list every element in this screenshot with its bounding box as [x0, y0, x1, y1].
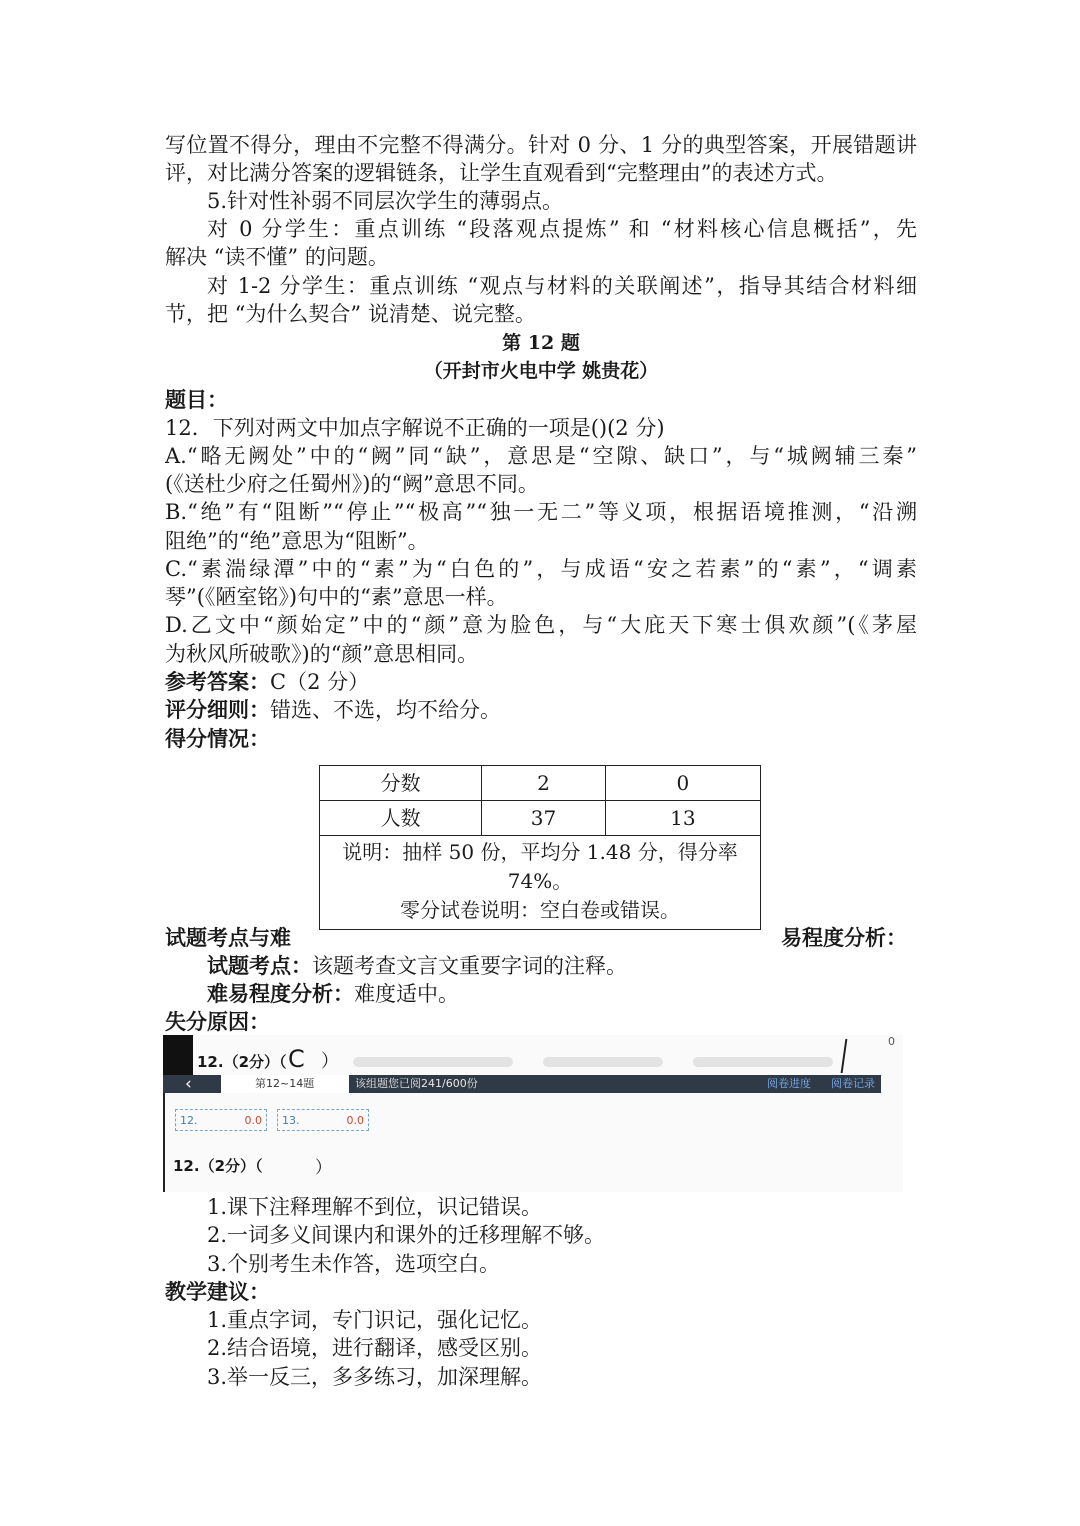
- answer-label: 参考答案：: [165, 669, 270, 694]
- answer-text: C（2 分）: [270, 670, 370, 694]
- question-line: 12．下列对两文中加点字解说不正确的一项是()(2 分): [165, 416, 665, 440]
- intro-line: 写位置不得分，理由不完整不得满分。针对 0 分、1 分的典型答案，开展错题讲: [165, 133, 917, 157]
- screenshot-question-label-2: 12.（2分）（: [173, 1157, 263, 1175]
- difficulty: [207, 980, 917, 1008]
- loss-item: 3.个别考生未作答，选项空白。: [207, 1252, 501, 1276]
- handwritten-answer: C: [288, 1045, 305, 1073]
- reference-answer: [165, 668, 917, 696]
- test-point-label: 试题考点：: [207, 953, 312, 978]
- grading-records-link[interactable]: 阅卷记录: [831, 1077, 875, 1090]
- rules-label: 评分细则：: [165, 697, 270, 722]
- option-b-line: B.“绝”有“阻断”“停止”“极高”“独一无二”等义项，根据语境推测，“沿溯: [165, 500, 917, 524]
- chip-label: 12.: [180, 1114, 198, 1127]
- chip-label: 13.: [282, 1114, 300, 1127]
- option-b-line: 阻绝”的“绝”意思为“阻断”。: [165, 529, 429, 553]
- analysis-label-right: 易程度分析：: [781, 925, 907, 950]
- grading-screenshot: [163, 1035, 903, 1192]
- note-line: 74%。: [507, 869, 573, 893]
- option-a-line: (《送杜少府之任蜀州》)的“阙”意思不同。: [165, 472, 539, 496]
- intro-line: 5.针对性补弱不同层次学生的薄弱点。: [207, 189, 564, 213]
- suggest-item: 1.重点字词，专门识记，强化记忆。: [207, 1308, 543, 1332]
- loss-item: 2.一词多义间课内和课外的迁移理解不够。: [207, 1223, 606, 1247]
- grading-progress-text: 该组题您已阅241/600份: [355, 1077, 478, 1090]
- table-cell: 0: [605, 766, 760, 801]
- table-row: [320, 766, 761, 801]
- rules-text: 错选、不选，均不给分。: [270, 698, 501, 722]
- difficulty-label: 难易程度分析：: [207, 981, 354, 1006]
- loss-label: 失分原因：: [165, 1009, 270, 1034]
- screenshot-paren: ）: [321, 1051, 339, 1072]
- score-chip-12[interactable]: [175, 1109, 267, 1131]
- table-cell: 2: [482, 766, 605, 801]
- difficulty-text: 难度适中。: [354, 982, 459, 1006]
- intro-line: 对 1-2 分学生：重点训练 “观点与材料的关联阐述”，指导其结合材料细: [207, 274, 917, 298]
- section-author: （开封市火电中学 姚贵花）: [423, 360, 659, 382]
- redaction-bar: [163, 1035, 193, 1075]
- frame-edge: [163, 1093, 165, 1192]
- screenshot-paren-2: ）: [315, 1158, 332, 1178]
- intro-line: 解决 “读不懂” 的问题。: [165, 245, 389, 269]
- table-row: [320, 801, 761, 836]
- blurred-text: [543, 1057, 663, 1067]
- option-d-line: 为秋风所破歌》)的“颜”意思相同。: [165, 642, 479, 666]
- score-table: [319, 765, 761, 930]
- table-cell: 分数: [320, 766, 482, 801]
- score-chip-13[interactable]: [277, 1109, 369, 1131]
- blurred-text: [693, 1057, 833, 1067]
- test-point-text: 该题考查文言文重要字词的注释。: [312, 954, 627, 978]
- suggest-label: 教学建议：: [165, 1279, 270, 1304]
- suggest-item: 3.举一反三，多多练习，加深理解。: [207, 1365, 543, 1389]
- suggest-item: 2.结合语境，进行翻译，感受区别。: [207, 1336, 543, 1360]
- screenshot-question-label: 12.（2分）（: [197, 1053, 287, 1071]
- handwritten-stroke: [841, 1039, 878, 1073]
- question-group-select[interactable]: 第12~14题: [221, 1075, 349, 1093]
- chip-value: 0.0: [346, 1114, 364, 1127]
- note-line: 零分试卷说明：空白卷或错误。: [400, 898, 680, 922]
- table-note: [320, 836, 761, 930]
- table-cell: 37: [482, 801, 605, 836]
- note-line: 说明：抽样 50 份，平均分 1.48 分，得分率: [342, 840, 738, 864]
- option-c-line: 琴”(《陋室铭》)句中的“素”意思一样。: [165, 585, 508, 609]
- section-title: 第 12 题: [502, 332, 580, 354]
- table-row: [320, 836, 761, 930]
- grading-progress-link[interactable]: 阅卷进度: [767, 1077, 811, 1090]
- scoring-rules: [165, 696, 917, 724]
- intro-line: 评，对比满分答案的逻辑链条，让学生直观看到“完整理由”的表述方式。: [165, 161, 838, 185]
- intro-line: 对 0 分学生：重点训练 “段落观点提炼” 和 “材料核心信息概括”，先: [207, 217, 917, 241]
- blurred-text: [353, 1057, 513, 1067]
- option-d-line: D.乙文中“颜始定”中的“颜”意为脸色，与“大庇天下寒士俱欢颜”(《茅屋: [165, 613, 917, 637]
- back-chevron-icon[interactable]: ‹: [185, 1074, 192, 1094]
- loss-item: 1.课下注释理解不到位，识记错误。: [207, 1195, 543, 1219]
- analysis-label-left: 试题考点与难: [165, 925, 291, 950]
- question-label: 题目：: [165, 387, 228, 412]
- intro-line: 节，把 “为什么契合” 说清楚、说完整。: [165, 302, 536, 326]
- option-c-line: C.“素湍绿潭”中的“素”为“白色的”，与成语“安之若素”的“素”，“调素: [165, 557, 917, 581]
- table-cell: 人数: [320, 801, 482, 836]
- test-point: [207, 952, 917, 980]
- chip-value: 0.0: [244, 1114, 262, 1127]
- corner-value: 0: [888, 1035, 895, 1048]
- table-cell: 13: [605, 801, 760, 836]
- score-label: 得分情况：: [165, 726, 270, 751]
- option-a-line: A.“略无阙处”中的“阙”同“缺”，意思是“空隙、缺口”，与“城阙辅三秦”: [165, 444, 917, 468]
